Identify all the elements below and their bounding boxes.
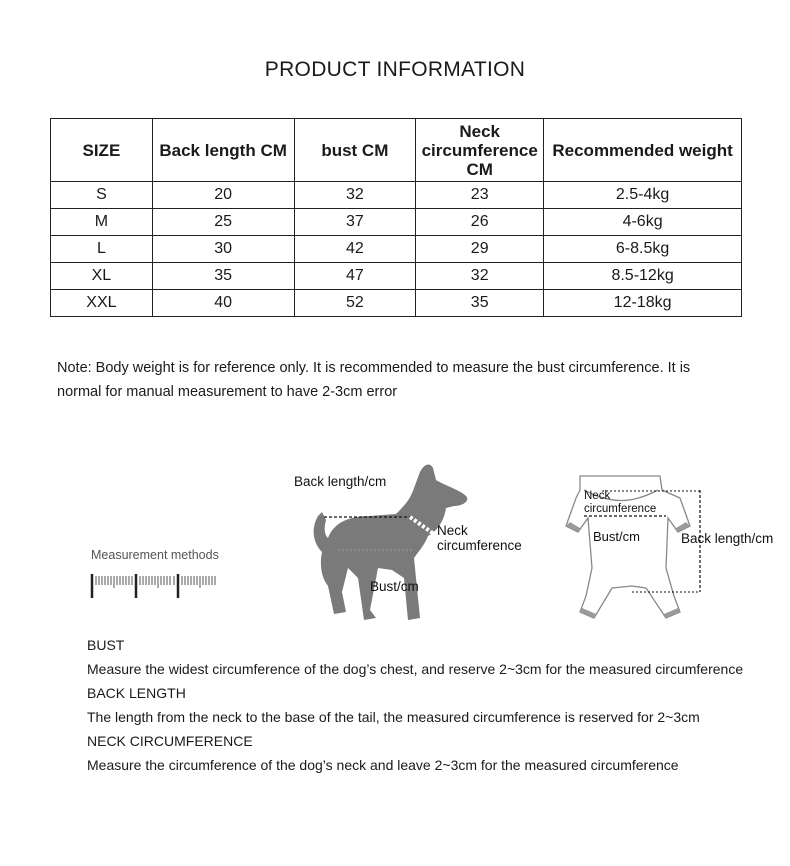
table-header-row: [51, 119, 742, 182]
table-cell: 35: [152, 263, 294, 290]
table-row: [51, 236, 742, 263]
header-bust: bust CM: [294, 119, 416, 182]
table-cell: 26: [416, 209, 544, 236]
measurement-methods-label: Measurement methods: [91, 548, 219, 562]
table-cell: M: [51, 209, 153, 236]
table-cell: 8.5-12kg: [544, 263, 742, 290]
table-row: [51, 263, 742, 290]
table-cell: 52: [294, 290, 416, 317]
size-table: [50, 118, 742, 317]
dog-back-length-label: Back length/cm: [294, 474, 387, 489]
garment-neck-label: Neck circumference: [584, 490, 657, 515]
table-cell: 37: [294, 209, 416, 236]
bust-text: Measure the widest circumference of the dog’s chest, and reserve 2~3cm for the measured circumference: [87, 661, 744, 677]
table-cell: XL: [51, 263, 153, 290]
header-size: SIZE: [51, 119, 153, 182]
neck-text: Measure the circumference of the dog’s neck and leave 2~3cm for the measured circumference: [87, 757, 679, 773]
note-line-1: Note: Body weight is for reference only. It is recommended to measure the bust circumference. It is: [57, 360, 691, 376]
table-cell: 2.5-4kg: [544, 182, 742, 209]
table-cell: 32: [416, 263, 544, 290]
neck-heading: NECK CIRCUMFERENCE: [87, 733, 253, 749]
table-cell: 6-8.5kg: [544, 236, 742, 263]
table-cell: 32: [294, 182, 416, 209]
table-row: [51, 209, 742, 236]
garment-bust-label: Bust/cm: [593, 529, 640, 544]
header-neck-circumference: Neck circumference CM: [416, 119, 544, 182]
table-cell: 20: [152, 182, 294, 209]
table-cell: 42: [294, 236, 416, 263]
table-cell: 23: [416, 182, 544, 209]
table-cell: 30: [152, 236, 294, 263]
table-cell: 40: [152, 290, 294, 317]
dog-neck-label: Neck circumference: [437, 523, 522, 553]
note-line-2: normal for manual measurement to have 2-3cm error: [57, 384, 398, 400]
measurement-descriptions: [87, 633, 743, 777]
table-row: [51, 290, 742, 317]
table-cell: XXL: [51, 290, 153, 317]
table-cell: 35: [416, 290, 544, 317]
note: [57, 356, 747, 404]
garment-back-length-label: Back length/cm: [681, 531, 774, 546]
table-cell: 47: [294, 263, 416, 290]
bust-heading: BUST: [87, 637, 125, 653]
header-back-length: Back length CM: [152, 119, 294, 182]
table-cell: S: [51, 182, 153, 209]
table-cell: 29: [416, 236, 544, 263]
table-cell: 4-6kg: [544, 209, 742, 236]
back-length-text: The length from the neck to the base of the tail, the measured circumference is reserved for 2~3cm: [87, 709, 700, 725]
back-length-heading: BACK LENGTH: [87, 685, 186, 701]
table-cell: 25: [152, 209, 294, 236]
table-cell: 12-18kg: [544, 290, 742, 317]
ruler-icon: [90, 572, 220, 600]
header-recommended-weight: Recommended weight: [544, 119, 742, 182]
table-cell: L: [51, 236, 153, 263]
dog-bust-label: Bust/cm: [370, 579, 419, 594]
page-title: PRODUCT INFORMATION: [264, 58, 526, 81]
table-row: [51, 182, 742, 209]
